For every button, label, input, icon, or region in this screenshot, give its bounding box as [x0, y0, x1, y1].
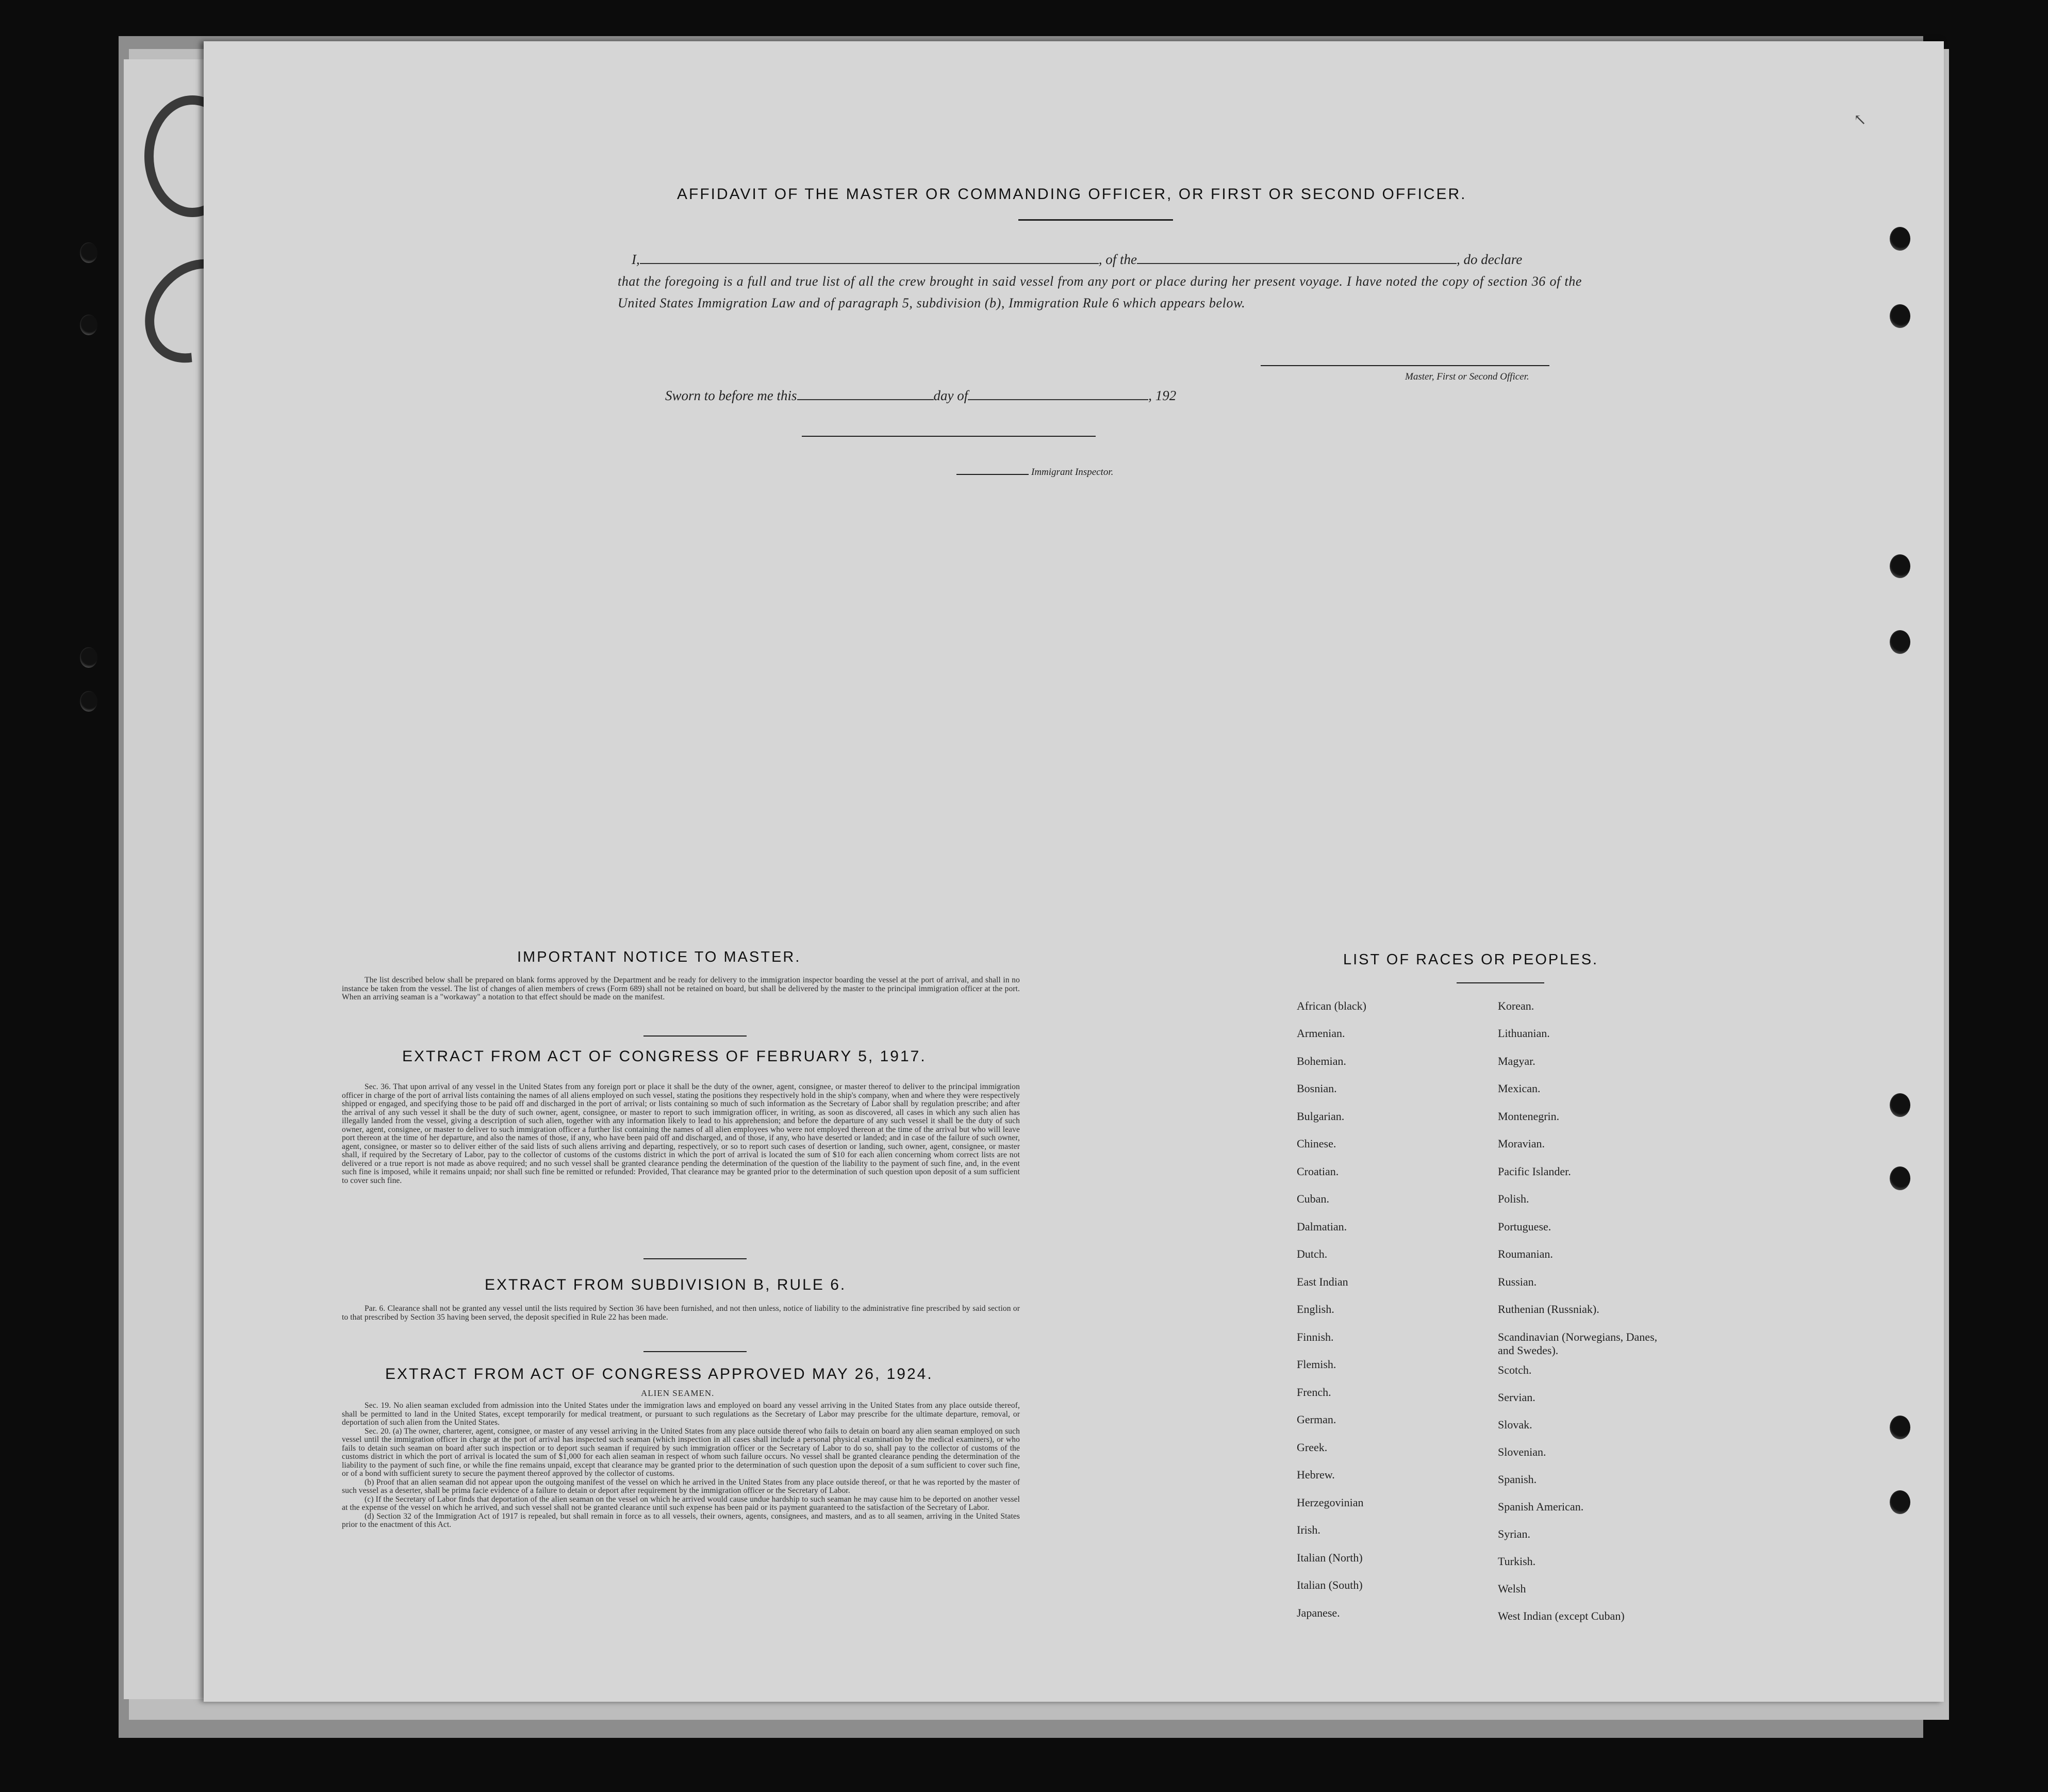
race-item: Scotch.	[1498, 1363, 1532, 1376]
race-item: Finnish.	[1297, 1330, 1334, 1343]
punch-hole-icon	[80, 242, 97, 263]
sworn-year: , 192	[1148, 388, 1177, 403]
inspector-signature-line	[802, 436, 1096, 437]
extract-rule6-paragraph: Par. 6. Clearance shall not be granted any vessel until the lists required by Section 36 have been furnished, and not then unless, notice of liability to the administrative fine prescribed by said section or to that prescribed by Section 35 having been served, the deposit specified in Rule 22 has been made.	[342, 1304, 1020, 1322]
race-item: East Indian	[1297, 1275, 1348, 1288]
sworn-month-blank	[968, 398, 1148, 400]
race-item: Italian (North)	[1297, 1551, 1363, 1564]
race-item: Japanese.	[1297, 1606, 1340, 1619]
race-item: Slovenian.	[1498, 1445, 1546, 1458]
extract-rule6-body	[342, 1305, 1020, 1322]
section-rule	[643, 1258, 747, 1259]
notice-body	[342, 976, 1020, 1002]
extract-1924-paragraph: (d) Section 32 of the Immigration Act of 1917 is repealed, but shall remain in force as to all vessels, their owners, agents, consignees, and masters, and as to all seamen, arriving in the United States prior to the enactment of this Act.	[342, 1511, 1020, 1529]
race-item: English.	[1297, 1303, 1334, 1316]
punch-hole-icon	[1890, 1166, 1910, 1190]
notice-title: IMPORTANT NOTICE TO MASTER.	[517, 949, 801, 965]
race-item: Chinese.	[1297, 1137, 1336, 1150]
notice-paragraph: The list described below shall be prepared on blank forms approved by the Department and be ready for delivery to the immigration inspector boarding the vessel at the port of arrival, and shall in no instance be taken from the vessel. The list of changes of alien members of crews (Form 689) shall not be retained on board, but shall be delivered by the master to the principal immigration officer at the port. When an arriving seaman is a "workaway" a notation to that effect should be made on the manifest.	[342, 976, 1020, 1001]
pencil-mark: ↖	[1854, 111, 1867, 128]
punch-hole-icon	[80, 647, 97, 668]
declaration-line	[632, 252, 1522, 268]
race-item: Mexican.	[1498, 1082, 1541, 1095]
race-item: Polish.	[1498, 1192, 1529, 1205]
race-item: Bosnian.	[1297, 1082, 1337, 1095]
race-item: Cuban.	[1297, 1192, 1329, 1205]
race-item: Croatian.	[1297, 1165, 1339, 1178]
section-rule	[643, 1035, 747, 1037]
race-item: Herzegovinian	[1297, 1496, 1364, 1509]
punch-hole-icon	[1890, 1490, 1910, 1514]
race-item: Portuguese.	[1498, 1220, 1551, 1233]
extract-1924-paragraph: (c) If the Secretary of Labor finds that deportation of the alien seaman on the vessel on which he arrived would cause undue hardship to such seaman he may cause him to be deported on another vessel at the expense of the vessel on which he arrived, and such vessel shall not be granted clearance until such expense has been paid or its payment guaranteed to the satisfaction of the Secretary of Labor.	[342, 1494, 1020, 1512]
race-item: Pacific Islander.	[1498, 1165, 1571, 1178]
extract-1917-paragraph: Sec. 36. That upon arrival of any vessel in the United States from any foreign port or place it shall be the duty of the owner, agent, consignee, or master thereof to deliver to the principal immigration officer in charge of the port of arrival lists containing the names of all aliens employed on such vessel, stating the positions they respectively hold in the ship's company, when and where they were respectively shipped or engaged, and specifying those to be paid off and discharged in the port of arrival; or lists containing so much of such information as the Secretary of Labor shall by regulation prescribe; and after the arrival of any such vessel it shall be the duty of such owner, agent, consignee, or master to report to such immigration officer, in writing, as soon as discovered, all cases in which any such alien has illegally landed from the vessel, giving a description of such alien, together with any information likely to lead to his apprehension; and before the departure of any such vessel it shall be the duty of such owner, agent, consignee, or master to deliver to such immigration officer a further list containing the names of all alien employees who were not employed thereon at the time of the arrival but who will leave port thereon at the time of her departure, and also the names of those, if any, who have been paid off and discharged, and of those, if any, who have deserted or landed; and in case of the failure of such owner, agent, consignee, or master so to deliver either of the said lists of such aliens arriving and departing, respectively, or so to report such cases of desertion or landing, such owner, agent, consignee, or master shall, if required by the Secretary of Labor, pay to the collector of customs of the customs district in which the port of arrival is located the sum of $10 for each alien concerning whom correct lists are not delivered or a true report is not made as above required; and no such vessel shall be granted clearance pending the determination of the question of the liability to the payment of such fine, and, in the event such fine is imposed, while it remains unpaid; nor shall such fine be remitted or refunded: Provided, That clearance may be granted prior to the determination of such question upon deposit of a sum sufficient to cover such fine.	[342, 1082, 1020, 1185]
signature-line	[1261, 365, 1549, 366]
race-item: West Indian (except Cuban)	[1498, 1609, 1625, 1622]
race-item: Flemish.	[1297, 1358, 1336, 1371]
race-item: Moravian.	[1498, 1137, 1545, 1150]
race-item: Bohemian.	[1297, 1055, 1346, 1067]
race-item: Dutch.	[1297, 1247, 1328, 1260]
punch-hole-icon	[1890, 1416, 1910, 1439]
race-item: Korean.	[1498, 999, 1534, 1012]
races-title-rule	[1457, 982, 1544, 983]
race-item: Spanish.	[1498, 1473, 1537, 1486]
extract-1924-subtitle: ALIEN SEAMEN.	[641, 1388, 715, 1398]
sworn-line	[665, 388, 1176, 404]
declaration-middle: , of the	[1098, 252, 1137, 267]
sworn-day: day of	[933, 388, 968, 403]
affidavit-title: AFFIDAVIT OF THE MASTER OR COMMANDING OFFICER, OR FIRST OR SECOND OFFICER.	[677, 186, 1467, 203]
race-item: Bulgarian.	[1297, 1110, 1345, 1123]
punch-hole-icon	[1890, 630, 1910, 654]
race-item: Servian.	[1498, 1391, 1535, 1404]
extract-rule6-title: EXTRACT FROM SUBDIVISION B, RULE 6.	[485, 1276, 847, 1293]
race-item: Dalmatian.	[1297, 1220, 1347, 1233]
race-item: Roumanian.	[1498, 1247, 1553, 1260]
race-item: Magyar.	[1498, 1055, 1535, 1067]
title-rule	[1018, 219, 1173, 221]
manifest-page	[204, 41, 1944, 1702]
race-item: African (black)	[1297, 999, 1366, 1012]
race-item: Turkish.	[1498, 1555, 1536, 1568]
punch-hole-icon	[1890, 304, 1910, 328]
inspector-caption: Immigrant Inspector.	[1031, 467, 1114, 478]
race-item: Welsh	[1498, 1582, 1526, 1595]
race-item: German.	[1297, 1413, 1336, 1426]
punch-hole-icon	[1890, 227, 1910, 251]
extract-1924-paragraph: Sec. 19. No alien seaman excluded from admission into the United States under the immigration laws and employed on board any vessel arriving in the United States from any place outside thereof, shall be permitted to land in the United States, except temporarily for medical treatment, or pursuant to such regulations as the Secretary of Labor may prescribe for the ultimate departure, removal, or deportation of such alien from the United States.	[342, 1401, 1020, 1427]
extract-1917-title: EXTRACT FROM ACT OF CONGRESS OF FEBRUARY 5, 1917.	[402, 1048, 927, 1065]
races-title: LIST OF RACES OR PEOPLES.	[1343, 951, 1599, 968]
name-blank	[640, 262, 1099, 264]
extract-1924-body	[342, 1402, 1020, 1530]
race-item: Greek.	[1297, 1441, 1328, 1454]
vessel-blank	[1137, 262, 1457, 264]
sworn-prefix: Sworn to before me this	[665, 388, 797, 403]
punch-hole-icon	[80, 691, 97, 712]
race-item: Hebrew.	[1297, 1468, 1335, 1481]
race-item: Syrian.	[1498, 1527, 1530, 1540]
race-item: Irish.	[1297, 1523, 1320, 1536]
punch-hole-icon	[80, 315, 97, 335]
extract-1917-body	[342, 1083, 1020, 1185]
race-item: Slovak.	[1498, 1418, 1532, 1431]
declaration-prefix: I,	[632, 252, 640, 267]
punch-hole-icon	[1890, 1093, 1910, 1117]
sworn-day-blank	[797, 398, 934, 400]
declaration-suffix: , do declare	[1457, 252, 1523, 267]
section-rule	[643, 1351, 747, 1352]
race-item: Russian.	[1498, 1275, 1537, 1288]
race-item: French.	[1297, 1386, 1331, 1399]
punch-hole-icon	[1890, 554, 1910, 578]
extract-1924-paragraph: (b) Proof that an alien seaman did not appear upon the outgoing manifest of the vessel on which he arrived in the United States from any place outside thereof, or that he was reported by the master of such vessel as a deserter, shall be prima facie evidence of a failure to detain or deport after requirement by the immigration officer or the Secretary of Labor.	[342, 1477, 1020, 1495]
inspector-caption-line	[956, 474, 1029, 475]
race-item: Ruthenian (Russniak).	[1498, 1303, 1599, 1316]
race-item: Lithuanian.	[1498, 1027, 1550, 1040]
signature-caption: Master, First or Second Officer.	[1405, 371, 1529, 382]
race-item: Armenian.	[1297, 1027, 1345, 1040]
extract-1924-title: EXTRACT FROM ACT OF CONGRESS APPROVED MAY 26, 1924.	[385, 1366, 933, 1383]
race-item: Italian (South)	[1297, 1579, 1363, 1591]
race-item: Spanish American.	[1498, 1500, 1584, 1513]
race-item: Scandinavian (Norwegians, Danes, and Swedes).	[1498, 1330, 1658, 1357]
affidavit-body: that the foregoing is a full and true list of all the crew brought in said vessel from any port or place during her present voyage. I have noted the copy of section 36 of the United States Immigration Law and of paragraph 5, subdivision (b), Immigration Rule 6 which appears below.	[618, 274, 1582, 310]
race-item: Montenegrin.	[1498, 1110, 1560, 1123]
extract-1924-paragraph: Sec. 20. (a) The owner, charterer, agent, consignee, or master of any vessel arriving in the United States from any place outside thereof who fails to detain on board any alien seaman employed on such vessel until the immigration officer in charge at the port of arrival has inspected such seaman (which inspection in all cases shall include a personal physical examination by the medical examiners), or who fails to detain such seaman on board after such inspection or to deport such seaman if required by such immigration officer or the Secretary of Labor to do so, shall pay to the collector of customs of the customs district in which the port of arrival is located the sum of $1,000 for each alien seaman in respect of whom such failure occurs. No vessel shall be granted clearance pending the determination of the liability to the payment of such fine, or while the fine remains unpaid, except that clearance may be granted prior to the determination of such question upon the deposit of a sum sufficient to cover such fine, or of a bond with sufficient surety to secure the payment thereof approved by the collector of customs.	[342, 1426, 1020, 1478]
